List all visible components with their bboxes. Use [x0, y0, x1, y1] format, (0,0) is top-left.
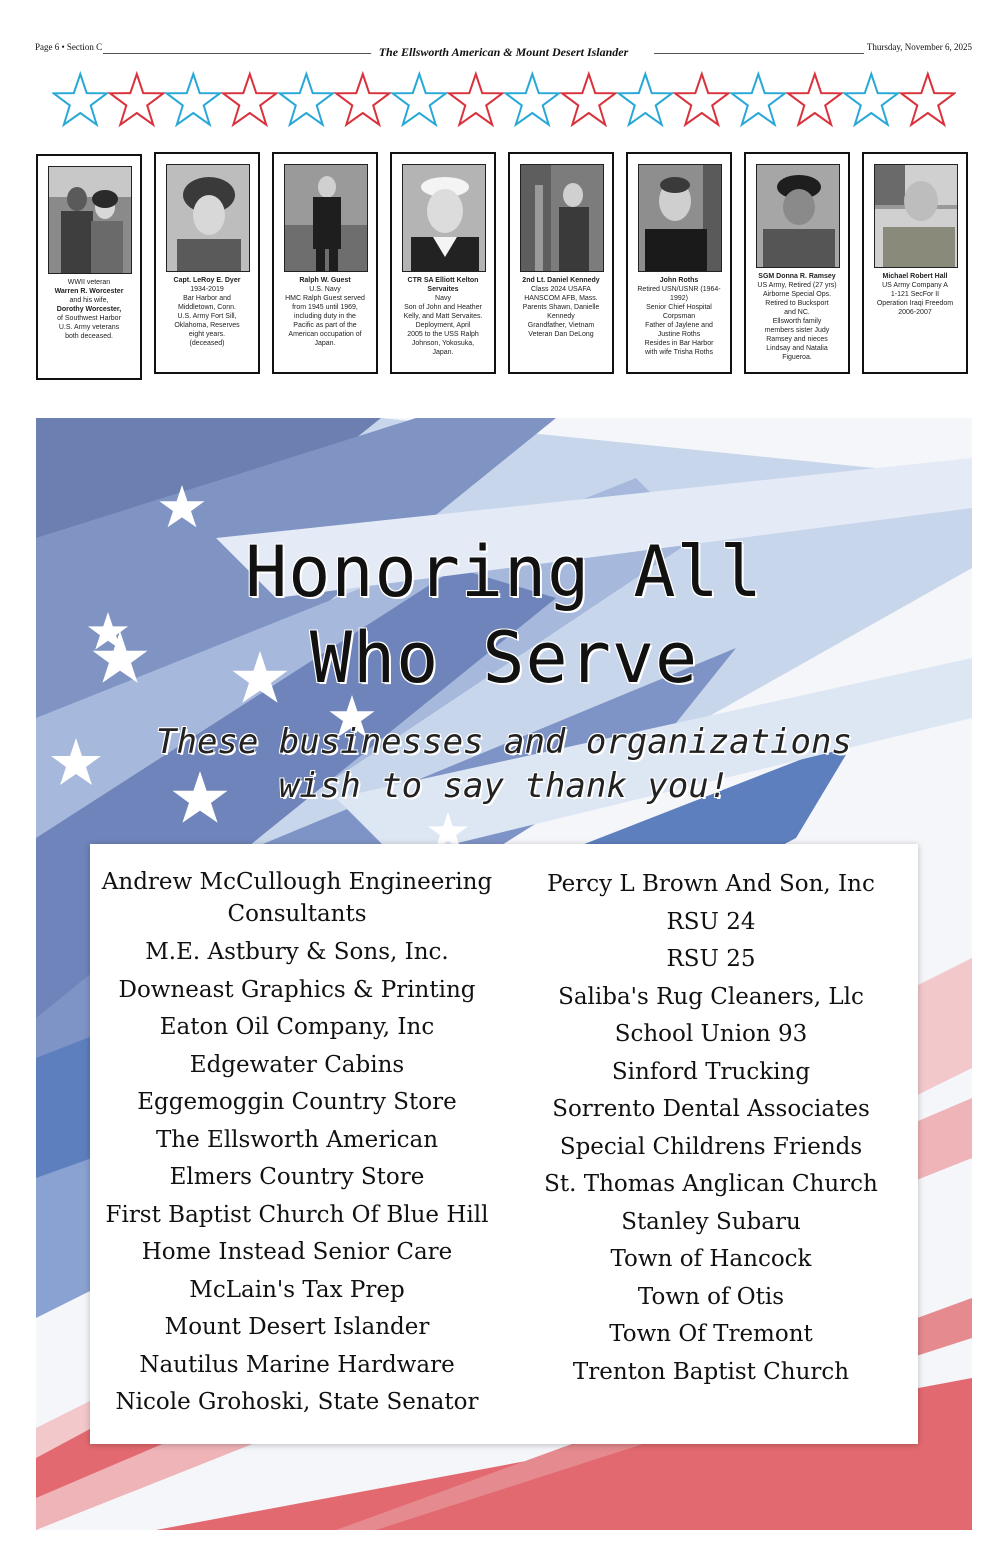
poster-subtitle-line1: These businesses and organizations	[156, 722, 852, 762]
sponsor-name: Sinford Trucking	[611, 1058, 811, 1085]
red-star-outline	[110, 74, 163, 125]
sponsor-name: Town Of Tremont	[609, 1321, 813, 1347]
veteran-caption: WWII veteran Warren R. Worcester and his wife, Dorothy Worcester, of Southwest Harbor U.S. Army veterans both deceased.	[54, 279, 124, 340]
sponsor-name: Nautilus Marine Hardware	[139, 1351, 455, 1378]
issue-date: Thursday, November 6, 2025	[866, 42, 972, 52]
sponsor-name: St. Thomas Anglican Church	[544, 1171, 878, 1197]
red-star-outline	[562, 74, 615, 125]
veteran-card-hall	[862, 152, 968, 374]
sponsor-name: Mount Desert Islander	[164, 1314, 430, 1340]
sponsor-name: Trenton Baptist Church	[572, 1358, 850, 1385]
veteran-photo	[638, 164, 722, 272]
sponsor-name: The Ellsworth American	[155, 1126, 439, 1153]
veteran-photo	[874, 164, 958, 268]
veteran-photo	[284, 164, 368, 272]
veteran-card-dyer	[154, 152, 260, 374]
sponsor-name: Saliba's Rug Cleaners, Llc	[558, 983, 864, 1010]
veteran-card-guest	[272, 152, 378, 374]
veteran-photo	[402, 164, 486, 272]
veteran-photo	[756, 164, 840, 268]
red-star-outline	[336, 74, 389, 125]
blue-star-outline	[393, 74, 446, 125]
page-section-label: Page 6 • Section C	[35, 42, 103, 52]
sponsor-name: Andrew McCullough Engineering Consultants	[101, 869, 493, 927]
newspaper-name: The Ellsworth American & Mount Desert Islander	[371, 45, 637, 60]
sponsor-name: Town of Hancock	[610, 1246, 812, 1272]
sponsor-name: M.E. Astbury & Sons, Inc.	[145, 939, 449, 965]
sponsor-name: RSU 25	[666, 946, 756, 972]
blue-star-outline	[54, 74, 107, 125]
blue-star-outline	[619, 74, 672, 125]
sponsor-name: First Baptist Church Of Blue Hill	[105, 1201, 489, 1228]
sponsor-name: Elmers Country Store	[169, 1164, 425, 1190]
veteran-caption: SGM Donna R. Ramsey US Army, Retired (27 yrs) Airborne Special Ops. Retired to Bucksport and NC. Ellsworth family members sister Judy Ramsey and nieces Lindsay and Natalia Figueroa.	[757, 273, 837, 361]
veteran-card-ramsey	[744, 152, 850, 374]
sponsor-name: Sorrento Dental Associates	[552, 1096, 870, 1122]
veteran-caption: Capt. LeRoy E. Dyer 1934-2019 Bar Harbor and Middletown, Conn. U.S. Army Fort Sill, Oklahoma, Reserves eight years. (deceased)	[173, 277, 241, 347]
veteran-caption: Ralph W. Guest U.S. Navy HMC Ralph Guest served from 1945 until 1969, including duty in the Pacific as part of the American occupation of Japan.	[285, 277, 365, 347]
veteran-profiles	[36, 152, 976, 380]
red-star-outline	[223, 74, 276, 125]
star-border-row	[52, 68, 956, 134]
veteran-photo	[520, 164, 604, 272]
sponsor-name: Eaton Oil Company, Inc	[159, 1014, 435, 1040]
sponsor-name: RSU 24	[666, 908, 756, 935]
sponsor-column-left	[90, 866, 504, 1422]
poster-title-line1: Honoring All	[245, 531, 763, 613]
veteran-caption: 2nd Lt. Daniel Kennedy Class 2024 USAFA HANSCOM AFB, Mass. Parents Shawn, Danielle Kennedy Grandfather, Vietnam Veteran Dan DeLong	[522, 277, 600, 338]
page-header	[35, 40, 972, 60]
sponsor-name: Percy L Brown And Son, Inc	[547, 871, 875, 897]
sponsor-name: Stanley Subaru	[621, 1208, 801, 1235]
veteran-card-kennedy	[508, 152, 614, 374]
red-star-outline	[675, 74, 728, 125]
sponsor-name: Home Instead Senior Care	[141, 1239, 453, 1265]
poster-subtitle-line2: wish to say thank you!	[278, 766, 730, 806]
sponsor-name: McLain's Tax Prep	[189, 1276, 405, 1303]
sponsor-list	[90, 844, 918, 1444]
red-star-outline	[901, 74, 954, 125]
sponsor-name: School Union 93	[614, 1021, 808, 1047]
red-star-outline	[788, 74, 841, 125]
sponsor-column-right	[504, 866, 918, 1391]
veteran-caption: CTR SA Elliott Kelton Servaites Navy Son of John and Heather Kelly, and Matt Servaites. Deployment, April 2005 to the USS Ralph Johnson, Yokosuka, Japan.	[403, 277, 483, 356]
veteran-caption: John Roths Retired USN/USNR (1964- 1992) Senior Chief Hospital Corpsman Father of Jaylene and Justine Roths Resides in Bar Harbor with wife Trisha Roths	[637, 277, 721, 356]
veteran-card-roths	[626, 152, 732, 374]
veteran-photo	[48, 166, 132, 274]
veteran-caption: Michael Robert Hall US Army Company A 1-121 SecFor II Operation Iraqi Freedom 2006-2007	[876, 273, 954, 316]
sponsor-name: Town of Otis	[637, 1283, 785, 1310]
sponsor-name: Edgewater Cabins	[189, 1051, 405, 1078]
poster-title-line2: Who Serve	[309, 617, 699, 699]
sponsor-name: Special Childrens Friends	[559, 1133, 863, 1160]
header-rule-right	[654, 53, 864, 54]
blue-star-outline	[845, 74, 898, 125]
blue-star-outline	[506, 74, 559, 125]
veteran-photo	[166, 164, 250, 272]
blue-star-outline	[167, 74, 220, 125]
sponsor-name: Eggemoggin Country Store	[137, 1089, 457, 1115]
veteran-card-worcester	[36, 154, 142, 380]
red-star-outline	[449, 74, 502, 125]
veteran-card-servaites	[390, 152, 496, 374]
sponsor-name: Downeast Graphics & Printing	[118, 976, 476, 1003]
blue-star-outline	[280, 74, 333, 125]
thank-you-poster	[36, 418, 972, 1530]
sponsor-name: Nicole Grohoski, State Senator	[115, 1389, 479, 1415]
blue-star-outline	[732, 74, 785, 125]
